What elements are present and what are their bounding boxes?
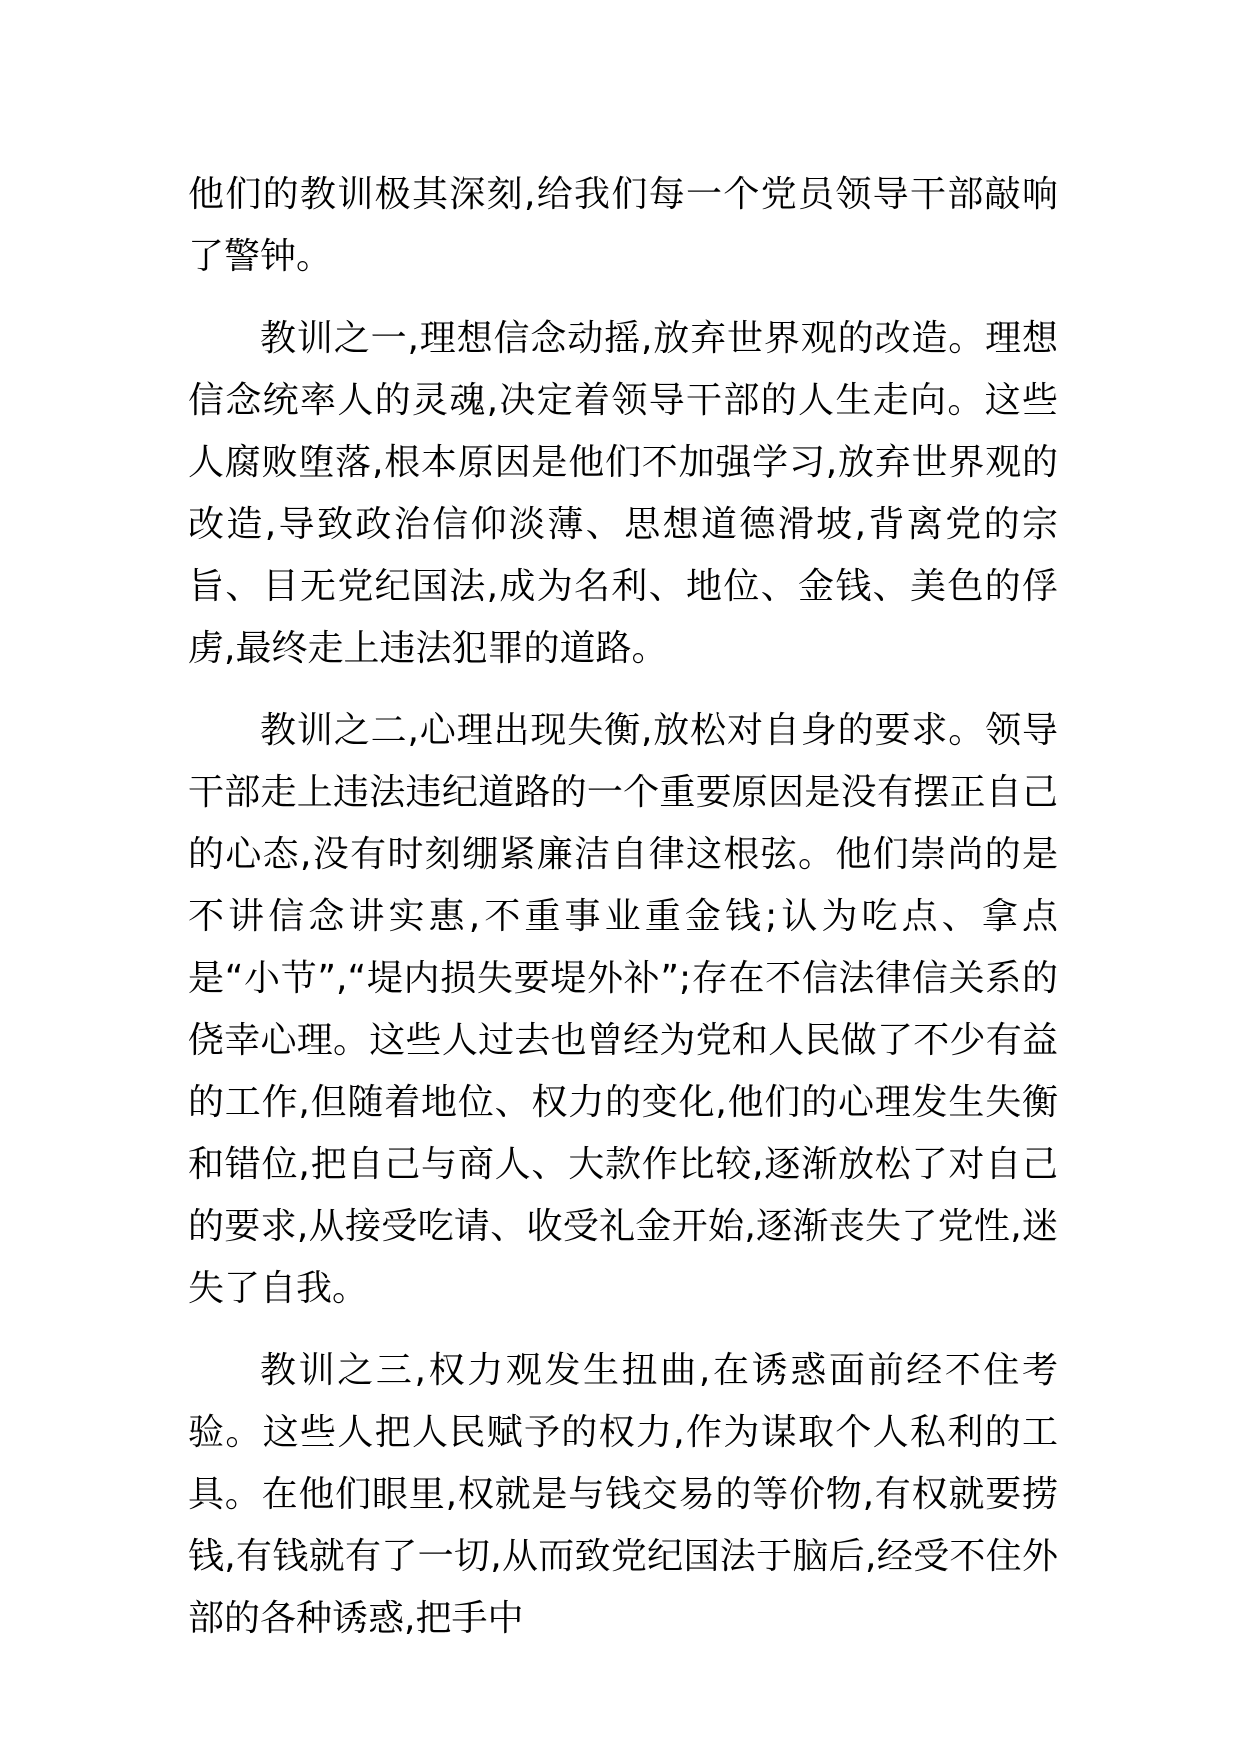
paragraph-lesson-two: 教训之二,心理出现失衡,放松对自身的要求。领导干部走上违法违纪道路的一个重要原因是没有摆正自己的心态,没有时刻绷紧廉洁自律这根弦。他们崇尚的是不讲信念讲实惠,不重事业重金钱;认为吃点、拿点是“小节”,“堤内损失要堤外补”;存在不信法律信关系的侥幸心理。这些人过去也曾经为党和人民做了不少有益的工作,但随着地位、权力的变化,他们的心理发生失衡和错位,把自己与商人、大款作比较,逐渐放松了对自己的要求,从接受吃请、收受礼金开始,逐渐丧失了党性,迷失了自我。 <box>188 710 1058 1309</box>
document-body <box>188 164 1058 1670</box>
paragraph-lesson-three: 教训之三,权力观发生扭曲,在诱惑面前经不住考验。这些人把人民赋予的权力,作为谋取个人私利的工具。在他们眼里,权就是与钱交易的等价物,有权就要捞钱,有钱就有了一切,从而致党纪国法于脑后,经受不住外部的各种诱惑,把手中 <box>188 1350 1058 1639</box>
paragraph-lesson-one: 教训之一,理想信念动摇,放弃世界观的改造。理想信念统率人的灵魂,决定着领导干部的人生走向。这些人腐败堕落,根本原因是他们不加强学习,放弃世界观的改造,导致政治信仰淡薄、思想道德滑坡,背离党的宗旨、目无党纪国法,成为名利、地位、金钱、美色的俘虏,最终走上违法犯罪的道路。 <box>188 318 1058 669</box>
paragraph-continuation: 他们的教训极其深刻,给我们每一个党员领导干部敲响了警钟。 <box>188 174 1058 277</box>
